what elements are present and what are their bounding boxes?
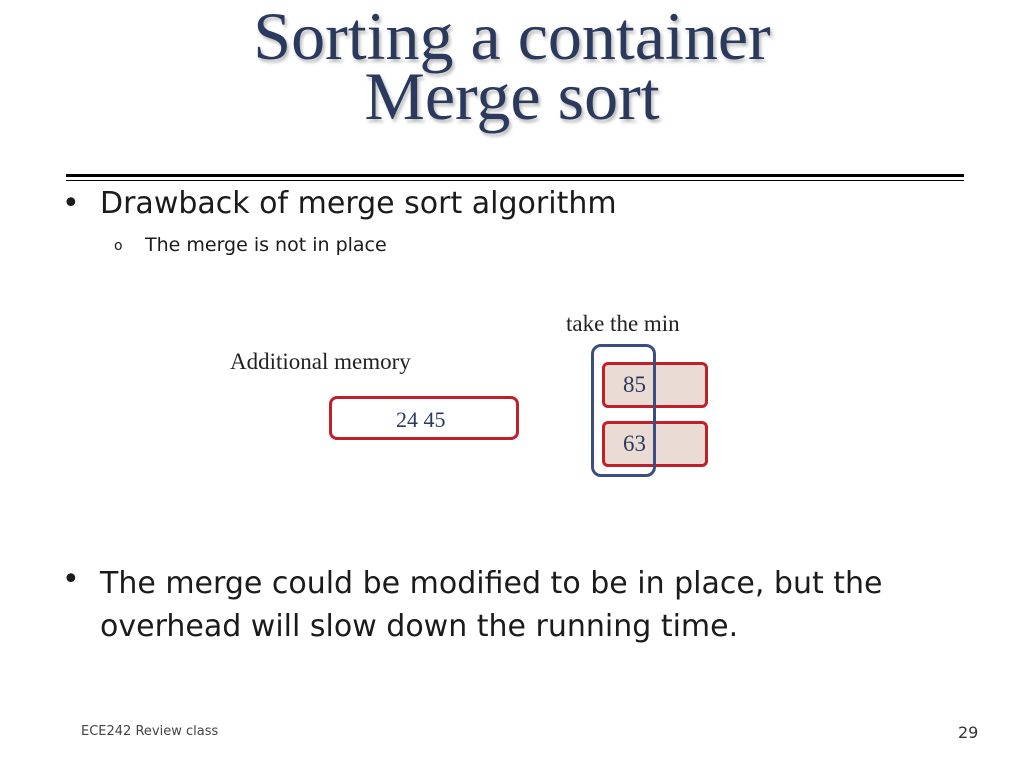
sub-bullet-marker: o <box>114 238 123 254</box>
additional-memory-value: 24 45 <box>396 407 446 432</box>
bullet-text: Drawback of merge sort algorithm <box>100 186 617 221</box>
page-number: 29 <box>958 723 979 742</box>
min-selector-outline <box>591 344 656 477</box>
additional-memory-box <box>329 396 519 440</box>
array-cell-value: 63 <box>623 431 646 456</box>
take-min-label: take the min <box>566 311 680 336</box>
array-cell-value: 85 <box>623 372 646 397</box>
sub-bullet-text: The merge is not in place <box>145 234 387 256</box>
additional-memory-label: Additional memory <box>230 349 411 374</box>
bullet-marker: • <box>62 186 80 221</box>
title-divider-thick <box>66 174 964 177</box>
bullet-marker: • <box>62 562 80 597</box>
title-divider-thin <box>66 180 964 181</box>
bullet-text: The merge could be modified to be in place, but the overhead will slow down the running time. <box>100 566 883 644</box>
slide-title <box>0 0 1024 134</box>
slide-title-line-1: Sorting a container <box>253 0 771 74</box>
slide-title-line-2: Merge sort <box>364 58 660 134</box>
footer-course-label: ECE242 Review class <box>81 724 219 739</box>
